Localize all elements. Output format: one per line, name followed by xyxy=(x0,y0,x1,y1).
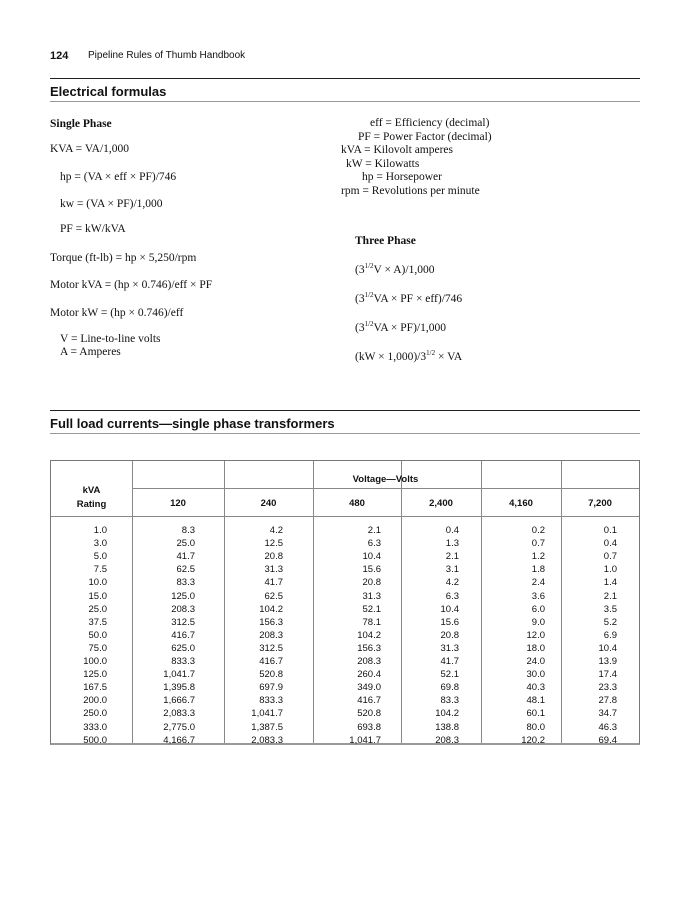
current-cell: 48.1 xyxy=(526,695,545,707)
current-cell: 0.1 xyxy=(603,525,617,536)
variable-definition: hp = Horsepower xyxy=(362,171,442,183)
current-cell: 1,387.5 xyxy=(251,721,283,733)
current-cell: 104.2 xyxy=(259,603,283,615)
current-cell: 416.7 xyxy=(357,695,381,707)
current-cell: 23.3 xyxy=(598,682,617,694)
current-cell: 2,775.0 xyxy=(163,721,195,733)
current-cell: 697.9 xyxy=(259,682,283,694)
current-cell: 52.1 xyxy=(440,669,459,681)
current-cell: 1,666.7 xyxy=(163,695,195,707)
kva-rating-cell: 333.0 xyxy=(83,721,107,733)
variable-definition: eff = Efficiency (decimal) xyxy=(370,117,490,129)
column-header-voltage: 2,400 xyxy=(429,498,453,509)
section-title-electrical: Electrical formulas xyxy=(50,84,167,99)
current-cell: 125.0 xyxy=(171,590,195,602)
current-cell: 0.4 xyxy=(603,538,617,550)
current-cell: 62.5 xyxy=(264,590,283,602)
kva-rating-cell: 5.0 xyxy=(93,551,107,563)
formula-line: Motor kVA = (hp × 0.746)/eff × PF xyxy=(50,279,213,291)
current-cell: 312.5 xyxy=(171,616,195,628)
current-cell: 15.6 xyxy=(440,616,459,628)
current-cell: 1,041.7 xyxy=(349,734,381,746)
kva-rating-cell: 167.5 xyxy=(83,682,107,694)
current-cell: 312.5 xyxy=(259,642,283,654)
current-cell: 5.2 xyxy=(603,616,617,628)
column-header-voltage: 7,200 xyxy=(588,498,612,509)
page-number: 124 xyxy=(50,50,69,62)
formula-prefix: ( xyxy=(355,292,359,305)
divider xyxy=(50,410,640,411)
base-3: 3 xyxy=(358,321,365,334)
current-cell: 41.7 xyxy=(176,551,195,563)
current-cell: 6.3 xyxy=(367,538,381,550)
current-cell: 62.5 xyxy=(176,564,195,576)
current-cell: 2.1 xyxy=(445,551,459,563)
kva-rating-cell: 15.0 xyxy=(88,590,107,602)
current-cell: 18.0 xyxy=(526,642,545,654)
current-cell: 416.7 xyxy=(171,629,195,641)
formula-line: PF = kW/kVA xyxy=(60,223,126,235)
current-cell: 2.1 xyxy=(603,590,617,602)
formula-line: Motor kW = (hp × 0.746)/eff xyxy=(50,307,184,319)
three-phase-formula xyxy=(355,349,462,363)
three-phase-formula xyxy=(355,262,434,276)
kva-rating-cell: 3.0 xyxy=(93,538,107,550)
current-cell: 416.7 xyxy=(259,656,283,667)
kva-rating-cell: 10.0 xyxy=(88,577,107,589)
current-cell: 30.0 xyxy=(526,669,545,681)
current-cell: 83.3 xyxy=(440,695,459,707)
current-cell: 1,041.7 xyxy=(251,708,283,720)
formula-suffix: × VA xyxy=(435,350,463,363)
current-cell: 104.2 xyxy=(435,708,459,720)
current-cell: 156.3 xyxy=(259,616,283,628)
formula-line: hp = (VA × eff × PF)/746 xyxy=(60,171,177,183)
column-header-voltage: 480 xyxy=(349,498,365,509)
current-cell: 2,083.3 xyxy=(163,708,195,720)
current-cell: 260.4 xyxy=(357,669,381,681)
base-3: 3 xyxy=(420,350,427,363)
current-cell: 833.3 xyxy=(259,695,283,707)
current-cell: 6.0 xyxy=(531,603,545,615)
current-cell: 83.3 xyxy=(176,577,195,589)
variable-definition: kW = Kilowatts xyxy=(346,157,420,170)
current-cell: 0.2 xyxy=(531,525,545,536)
current-cell: 120.2 xyxy=(521,734,545,746)
current-cell: 20.8 xyxy=(440,629,459,641)
three-phase-formula xyxy=(355,320,446,334)
column-header-voltage: 120 xyxy=(170,498,186,509)
current-cell: 13.9 xyxy=(598,656,617,667)
variable-definition: rpm = Revolutions per minute xyxy=(341,184,480,197)
current-cell: 46.3 xyxy=(598,721,617,733)
current-cell: 6.3 xyxy=(445,590,459,602)
variable-definition: PF = Power Factor (decimal) xyxy=(358,130,492,143)
header-divider xyxy=(132,488,639,489)
current-cell: 833.3 xyxy=(171,656,195,667)
current-cell: 34.7 xyxy=(598,708,617,720)
current-cell: 0.7 xyxy=(531,538,545,550)
current-cell: 1,395.8 xyxy=(163,682,195,694)
current-cell: 104.2 xyxy=(357,629,381,641)
current-cell: 8.3 xyxy=(181,525,195,536)
formula-line: Torque (ft-lb) = hp × 5,250/rpm xyxy=(50,252,197,264)
current-cell: 10.4 xyxy=(362,551,381,563)
current-cell: 2.4 xyxy=(531,577,545,589)
current-cell: 520.8 xyxy=(357,708,381,720)
current-cell: 1.8 xyxy=(531,564,545,576)
formula-line: kw = (VA × PF)/1,000 xyxy=(60,198,163,210)
current-cell: 31.3 xyxy=(264,564,283,576)
current-cell: 27.8 xyxy=(598,695,617,707)
current-cell: 52.1 xyxy=(362,603,381,615)
current-cell: 3.1 xyxy=(445,564,459,576)
current-cell: 20.8 xyxy=(362,577,381,589)
current-cell: 1.2 xyxy=(531,551,545,563)
current-cell: 4,166.7 xyxy=(163,734,195,746)
rating-header: Rating xyxy=(76,499,107,510)
current-cell: 41.7 xyxy=(264,577,283,589)
kva-rating-cell: 500.0 xyxy=(83,734,107,746)
current-cell: 12.0 xyxy=(526,629,545,641)
current-cell: 349.0 xyxy=(357,682,381,694)
current-cell: 1.3 xyxy=(445,538,459,550)
current-cell: 69.8 xyxy=(440,682,459,694)
kva-rating-cell: 37.5 xyxy=(88,616,107,628)
current-cell: 60.1 xyxy=(526,708,545,720)
current-cell: 208.3 xyxy=(357,656,381,667)
current-cell: 31.3 xyxy=(362,590,381,602)
kva-rating-cell: 200.0 xyxy=(83,695,107,707)
current-cell: 17.4 xyxy=(598,669,617,681)
current-cell: 4.2 xyxy=(445,577,459,589)
formula-prefix: ( xyxy=(355,263,359,276)
column-header-voltage: 240 xyxy=(260,498,277,509)
formula-suffix: VA × PF)/1,000 xyxy=(373,321,446,334)
variable-definition: kVA = Kilovolt amperes xyxy=(341,144,454,156)
single-phase-heading: Single Phase xyxy=(50,118,112,130)
exponent: 1/2 xyxy=(426,349,436,357)
current-cell: 15.6 xyxy=(362,564,381,576)
kva-header: kVA xyxy=(82,485,101,496)
current-cell: 2.1 xyxy=(367,525,381,536)
voltage-group-header: Voltage—Volts xyxy=(352,474,419,485)
column-header-voltage: 4,160 xyxy=(509,498,533,509)
running-title: Pipeline Rules of Thumb Handbook xyxy=(88,50,246,61)
formula-suffix: VA × PF × eff)/746 xyxy=(373,292,463,305)
divider xyxy=(50,78,640,79)
current-cell: 625.0 xyxy=(171,642,195,654)
base-3: 3 xyxy=(358,292,365,305)
kva-rating-cell: 250.0 xyxy=(83,708,107,720)
section-title-full-load: Full load currents—single phase transformers xyxy=(50,416,335,431)
current-cell: 31.3 xyxy=(440,642,459,654)
current-cell: 12.5 xyxy=(264,538,283,550)
base-3: 3 xyxy=(358,263,365,276)
current-cell: 78.1 xyxy=(362,616,381,628)
kva-rating-cell: 7.5 xyxy=(93,564,107,576)
current-cell: 10.4 xyxy=(440,603,459,615)
current-cell: 2,083.3 xyxy=(251,734,283,746)
current-cell: 1.4 xyxy=(603,577,617,589)
header-divider xyxy=(51,516,639,517)
current-cell: 20.8 xyxy=(264,551,283,563)
current-cell: 138.8 xyxy=(435,721,459,733)
current-cell: 4.2 xyxy=(269,525,283,536)
divider xyxy=(50,101,640,102)
full-load-currents-table xyxy=(50,460,640,745)
formula-prefix: ( xyxy=(355,321,359,334)
current-cell: 80.0 xyxy=(526,721,545,733)
current-cell: 693.8 xyxy=(357,721,381,733)
current-cell: 0.7 xyxy=(603,551,617,563)
current-cell: 1.0 xyxy=(603,564,617,576)
formula-suffix: V × A)/1,000 xyxy=(373,263,435,276)
current-cell: 40.3 xyxy=(526,682,545,694)
kva-rating-cell: 50.0 xyxy=(88,629,107,641)
current-cell: 0.4 xyxy=(445,525,459,536)
current-cell: 24.0 xyxy=(526,656,545,667)
kva-rating-cell: 75.0 xyxy=(88,642,107,654)
three-phase-heading: Three Phase xyxy=(355,235,416,247)
current-cell: 208.3 xyxy=(171,603,195,615)
current-cell: 25.0 xyxy=(176,538,195,550)
kva-rating-cell: 100.0 xyxy=(83,656,107,667)
current-cell: 69.4 xyxy=(598,734,617,746)
kva-rating-cell: 1.0 xyxy=(93,525,107,536)
current-cell: 1,041.7 xyxy=(163,669,195,681)
exponent: 1/2 xyxy=(364,291,374,299)
current-cell: 520.8 xyxy=(259,669,283,681)
current-cell: 208.3 xyxy=(259,629,283,641)
current-cell: 41.7 xyxy=(440,656,459,667)
current-cell: 208.3 xyxy=(435,734,459,746)
current-cell: 3.5 xyxy=(603,603,617,615)
current-cell: 156.3 xyxy=(357,642,381,654)
current-cell: 10.4 xyxy=(598,642,617,654)
kva-rating-cell: 125.0 xyxy=(83,669,107,681)
formula-line: KVA = VA/1,000 xyxy=(50,143,130,155)
kva-rating-cell: 25.0 xyxy=(88,603,107,615)
formula-prefix: (kW × 1,000)/ xyxy=(355,350,421,363)
divider xyxy=(50,433,640,434)
current-cell: 9.0 xyxy=(531,616,545,628)
current-cell: 3.6 xyxy=(531,590,545,602)
exponent: 1/2 xyxy=(364,262,374,270)
variable-definition: V = Line-to-line volts xyxy=(60,333,161,345)
variable-definition: A = Amperes xyxy=(60,346,121,358)
exponent: 1/2 xyxy=(364,320,374,328)
current-cell: 6.9 xyxy=(603,629,617,641)
three-phase-formula xyxy=(355,291,462,305)
